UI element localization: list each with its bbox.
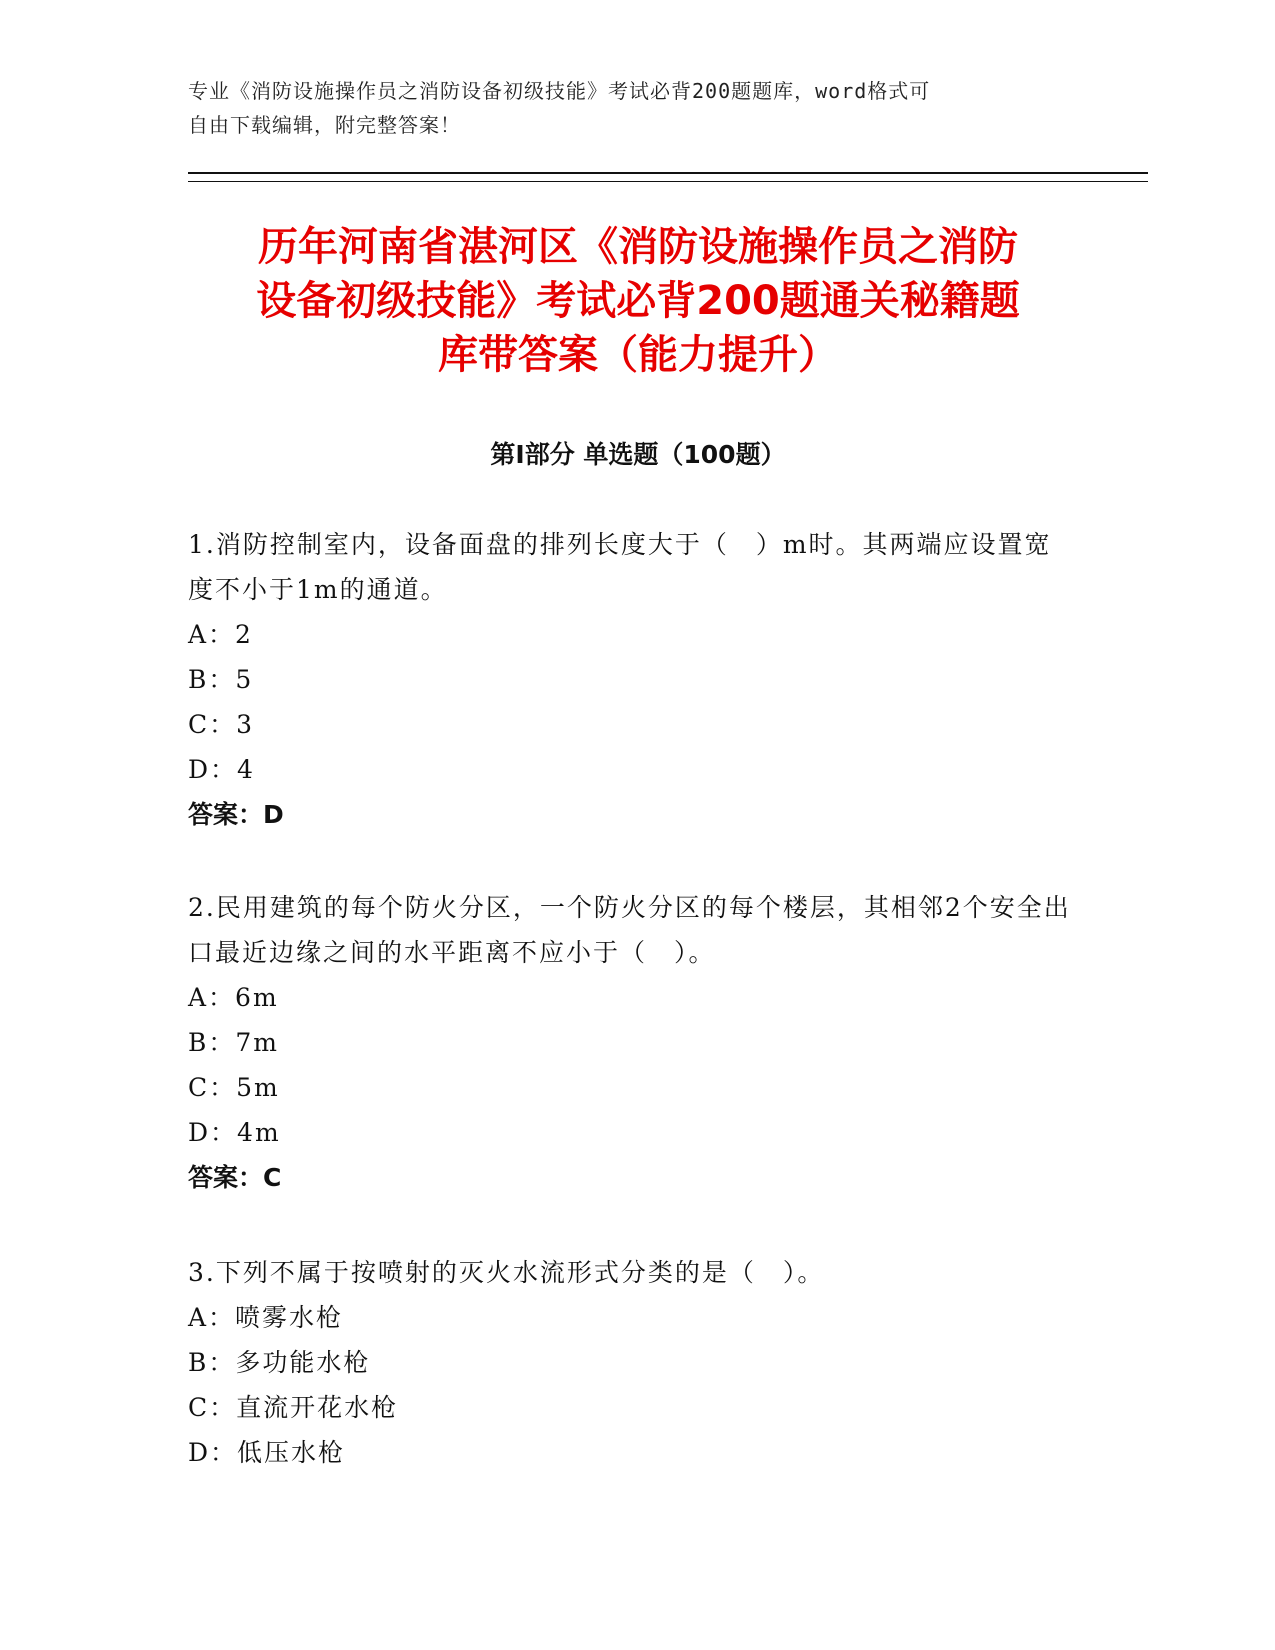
question-text: 1.消防控制室内，设备面盘的排列长度大于（ ）m时。其两端应设置宽度不小于1m的通道。 [188, 530, 1052, 604]
question-2 [188, 885, 1078, 1200]
option-b: B：7m [188, 1028, 279, 1057]
option-c: C：5m [188, 1073, 280, 1102]
question-1 [188, 522, 1078, 837]
option-c: C：3 [188, 710, 255, 739]
option-a: A：6m [188, 983, 279, 1012]
option-d: D：低压水枪 [188, 1438, 346, 1467]
header-note [188, 74, 1068, 142]
question-text: 2.民用建筑的每个防火分区，一个防火分区的每个楼层，其相邻2个安全出口最近边缘之间的水平距离不应小于（ ）。 [188, 893, 1071, 967]
header-note-line-2: 自由下载编辑，附完整答案！ [188, 113, 461, 137]
document-title-line-3: 库带答案（能力提升） [438, 332, 838, 378]
document-title-line-1: 历年河南省湛河区《消防设施操作员之消防 [258, 224, 1018, 270]
answer: 答案：D [188, 800, 284, 829]
option-d: D：4 [188, 755, 255, 784]
option-d: D：4m [188, 1118, 281, 1147]
option-b: B：多功能水枪 [188, 1348, 371, 1377]
option-a: A：2 [188, 620, 253, 649]
document-title [188, 220, 1088, 382]
document-title-line-2: 设备初级技能》考试必背200题通关秘籍题 [256, 278, 1020, 324]
question-text: 3.下列不属于按喷射的灭火水流形式分类的是（ ）。 [188, 1258, 825, 1287]
option-b: B：5 [188, 665, 254, 694]
question-3 [188, 1250, 1078, 1475]
option-a: A：喷雾水枪 [188, 1303, 344, 1332]
answer: 答案：C [188, 1163, 282, 1192]
header-divider-thin [188, 181, 1148, 182]
header-note-line-1: 专业《消防设施操作员之消防设备初级技能》考试必背200题题库，word格式可 [188, 79, 931, 103]
option-c: C：直流开花水枪 [188, 1393, 399, 1422]
header-divider-thick [188, 172, 1148, 174]
section-heading: 第Ⅰ部分 单选题（100题） [490, 440, 786, 469]
